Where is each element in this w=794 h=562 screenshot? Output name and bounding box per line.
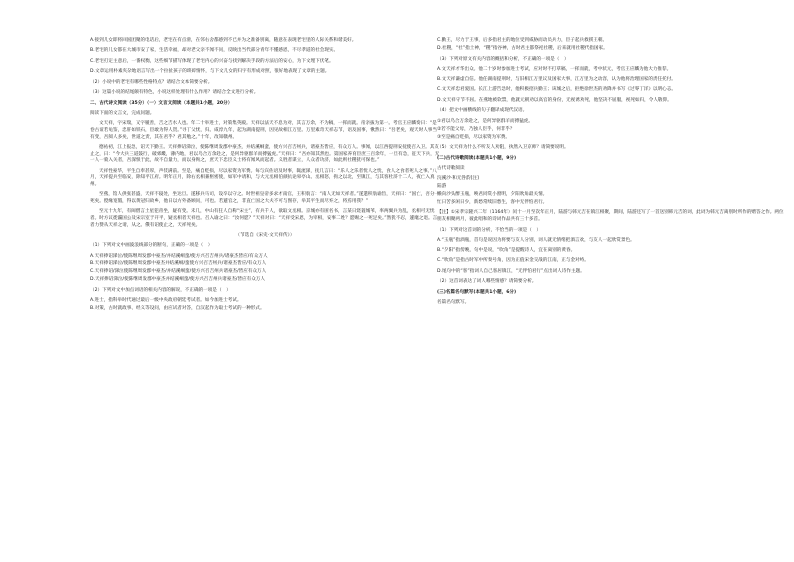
left-text-block: D.天祥捧诏涕泣/使陈继周发郡中豪杰并结溪峒蛮/使方兴召吉州兵诸豪杰/皆应有众万人	[90, 277, 266, 283]
left-text-block: B.对策，古时就政事、经义等设问，由应试者对答，自汉起作为取士考试的一种形式。	[90, 306, 265, 312]
right-text-block: D.尾句中的“客”指词人自己客居镇江，“无伴怕君行”点出词人诗作主题。	[437, 268, 585, 274]
right-text-block: (三)名篇名句默写(本题共1小题，6分)	[437, 289, 517, 295]
left-text-block: C.天祥捧诏/涕泣使陈继周发郡中豪杰/并结溪峒蛮/使方兴召吉州兵诸豪杰/皆应有众万人	[90, 269, 267, 275]
left-text-block: （2）小说中的老宅有哪些性格特点？请结合文本简要分析。	[90, 79, 213, 85]
right-text-block: （4）把文中画横线的句子翻译成现代汉语。	[437, 108, 528, 114]
left-text-block: D.文章运用朴素夹杂地语言写出一个拉扯孩子的琐碎情怀，与下文儿女的归宇有形成对照，很好地表现了文章的主题。	[90, 68, 330, 74]
left-text-block: A.接到儿女即将回国团聚的电话后，老宅在有点滑，在邻右舍都感到不已并为之准备别离，随意在表现老宅里的人际关系和谐美好。	[90, 38, 357, 43]
left-text-block: 德祐初，江上报急，诏天下勤王。天祥捧诏涕泣，使陈继周发郡中豪杰，并结溪峒蛮，使方兴召吉州兵，诸豪杰皆应，有众万人。事闻，以江西提刑安抚使召入卫。其友止之，曰：“今大兵三道鼓行，破郊畿，薄内地，君以乌合万余赴之，是何异驱群羊而搏猛虎。”天祥曰：“吾亦知其然也。第国家养育臣庶三百余年，一旦有急，征天下兵，无一人一骑入关者，吾深恨于此，故不自量力，而以身徇之，庶天下忠臣义士将有闻风而起者。义胜者谋立，人众者功济，如此则社稷犹可保也。”	[90, 144, 440, 164]
right-text-block: A.文天祥才华出众。他二十岁时参加进士考试，应对时不打草稿，一挥而就，考中状元，考官王应麟为他大力推荐。	[437, 66, 672, 72]
right-text-block: B.“夕阳”指傍晚，句中是说，“吹角”是提醒诗人，宜在离别的黄昏。	[437, 248, 576, 254]
right-text-block: ②若不能父母，乃独人臣乎，何非乎？	[437, 126, 515, 132]
right-text-block: （1）下列对这首词的分析，不恰当的一项是（ ）	[437, 227, 541, 233]
left-text-block: B.老宅的儿女都在大城市安了家，生活幸福，却对老父亲不闻不问，反映出当代部分青年不懂感恩，不尽孝道的社会现实。	[90, 48, 339, 54]
left-text-block: A.进士，指科举时代通过最后一级中央政府朝廷考试者。如今加进士考试。	[90, 298, 242, 304]
left-text-block: 至元十九年，有闽僧言土星犯帝坐，疑有变。未几，中山有狂人自称“宋主”，有兵千人，欲取文丞相。京城亦有匿名书，言某日烧蓑城苇，率两翼兵为乱，丞相可无忧者。时方议徙瀛国公及宋宗室于开平，疑丞相者天祥也。召入谕之曰：“汝何愿？”天祥对曰：“天祥受宋恩，为宰相，安事二姓？愿赐之一死足矣。”然犹不忍，遽麾之退。言者力赞从天祥之请，从之。俄有诏使止之，天祥死矣。	[90, 209, 438, 228]
left-text-block: （1）下列对文中画波浪线部分的断句，正确的一项是（ ）	[90, 243, 213, 249]
right-text-block: 名篇名句默写。	[437, 300, 470, 306]
right-text-block: B.文天祥谦虚自信。他任湖南提刑时，与旧相江万里议及国家大事，江万里为之动容，认为他将治理国家的责任托付。	[437, 77, 676, 83]
right-text-block: C.勤王，尽力于王事，后多指君主的地位受到威胁而动员兵力，臣子起兵救援王朝。	[437, 38, 608, 43]
left-text-block: （3）这篇小说的结尾颇有特色，小说这样处理有什么作用？请结合全文进行分析。	[90, 90, 259, 96]
left-text-block: 至燕，馆人供张甚盛，天祥不寝处，坐达旦。遂移兵马司，设卒以守之。时世祖皇帝多求才南官，王积翁言：“南人无如天祥者。”遂遣积翁谕旨，天祥曰：“国亡，吾分一死矣。傥缘宽假，得以黄冠归故乡，他日以方外备顾问，可也。若遽官之，非直亡国之大夫不可与图存，举其平生而尽弃之，将焉用我？”	[90, 192, 440, 204]
right-text-block: ①君以乌合万余赴之，是何异驱群羊而搏猛虎。	[437, 118, 533, 124]
left-text-block: A.天祥捧诏涕泣/使陈继周发郡中豪杰/并结溪峒蛮/使方兴召吉州兵/诸豪杰皆应/有众万人	[90, 253, 268, 259]
left-column	[90, 38, 440, 314]
left-text-block: （2）下列对文中加点词语的相关内容的解说，不正确的一项是（ ）	[90, 287, 231, 293]
left-text-block: C.老宅打定主意后，一番权衡，这些细节描写体现了老宅内心的兴奋与找到解决手段的方法后的安心，为下文埋下伏笔。	[90, 58, 334, 64]
right-text-block: （5）文天祥为什么不听友人劝阻，执然入卫京师？请简要说明。	[437, 145, 569, 151]
right-column	[437, 38, 787, 311]
right-text-block: 【注】①宋孝宗隆兴二年（1164年）闰十一月至次年正月，陆游与韩元吉在镇江相聚，期间，陆游还写了一首送别韩元吉的词，此词为韩元吉离别时所作的赠答之作。两位朋友相聚两月，彼此唱和的诗词作品共有三十多首。	[437, 210, 784, 222]
right-text-block: D.文天祥守节不屈。在燕地被软禁，他就元朝劝以高官的身份，无视诱劝死，他坚决不屈服，视死如归，令人敬仰。	[437, 97, 672, 103]
left-text-block: 二、古代诗文阅读（35分）（一）文言文阅读（本题共1小题，20分）	[90, 100, 233, 106]
right-text-block: D.社稷，“社”指土神，“稷”指谷神，古时君主都祭祀社稷，后来就用社稷代指国家。	[437, 45, 608, 51]
right-text-block: （2）这首词表达了词人哪些情感？请简要分析。	[437, 279, 537, 285]
right-text-block: （3）下列对原文有关内容的概括和分析，不正确的一项是（ ）	[437, 56, 569, 62]
right-text-block: 懒向沙头醉玉瓶，唤君同赏小窗明，夕阳吹角最关情。	[437, 191, 548, 197]
right-text-block: 浣溪沙·和无咎韵[注]	[437, 176, 479, 182]
right-text-block: A.“玉瓶”指酒瓶，首句是说因为将要与友人分别，词人就无情绪把酒言欢，与友人一起欣赏景色。	[437, 237, 635, 243]
right-text-block: C.“吹角”是指古时军中所奏号角，因为正值宋金交战的江南，正与金对峙。	[437, 258, 589, 264]
right-text-block: ③至是痛自贬损，尽以家资为军费。	[437, 134, 511, 140]
left-text-block: B.天祥捧诏涕泣/使陈继周发郡中豪杰并结溪峒/蛮使方兴召吉州兵/诸豪杰皆应/有众万人	[90, 261, 267, 267]
right-text-block: (二)古代诗歌阅读(本题共1小题，9分)	[437, 155, 517, 161]
right-text-block: C.文天祥忠君爱国。长江上游告急时，他积极招兵勤王；该城之后，拒绝徐世杰的劝降并书写《过零丁洋》以明心志。	[437, 87, 676, 93]
left-text-block: （节选自《宋史·文天祥传》）	[235, 233, 295, 238]
left-text-block: 文天祥，字宋瑞，又字履善，吉之吉水人也。年二十举进士，对策集英殿。天祥以法天不息为对，其言万余，不为稿，一挥而就。帝亲拔为第一。考官王应麟奏曰：“是卷古谊若龟鉴，忠肝如铁石，臣敢为得人贺。”寻丁父忧，归。咸淳九年，起为湖南提刑，因见故相江万里。万里素奇天祥志节，语及国事，愀然曰：“吾老矣，观天时人事当有变，吾阅人多矣，世道之责，其在君乎？君其勉之。”十年，改知赣州。	[90, 121, 437, 140]
left-text-block: 阅读下面的文言文，完成问题。	[90, 110, 155, 116]
right-text-block: 忙日苦多闲日少，新愁常续旧愁生，客中无伴怕君行。	[437, 199, 548, 205]
right-text-block: 陆游	[437, 184, 447, 190]
right-text-block: 古代诗歌阅读	[437, 165, 465, 171]
left-text-block: 天祥性豪华，平生自奉甚厚，声伎满前。至是，痛自贬损，尽以家资为军费。每与宾佐语及时事，辄流涕，抚几言曰：“乐人之乐者忧人之忧，食人之食者死人之事。”八月，天祥提兵至临安，除知平江府。明年正月，除右丞相兼枢密使，如军中请和，与大元丞相伯颜抗论皋亭山。丞相怒，拘之以北，至镇江，与其客杜浒十二人，夜亡入真州。	[90, 168, 437, 187]
